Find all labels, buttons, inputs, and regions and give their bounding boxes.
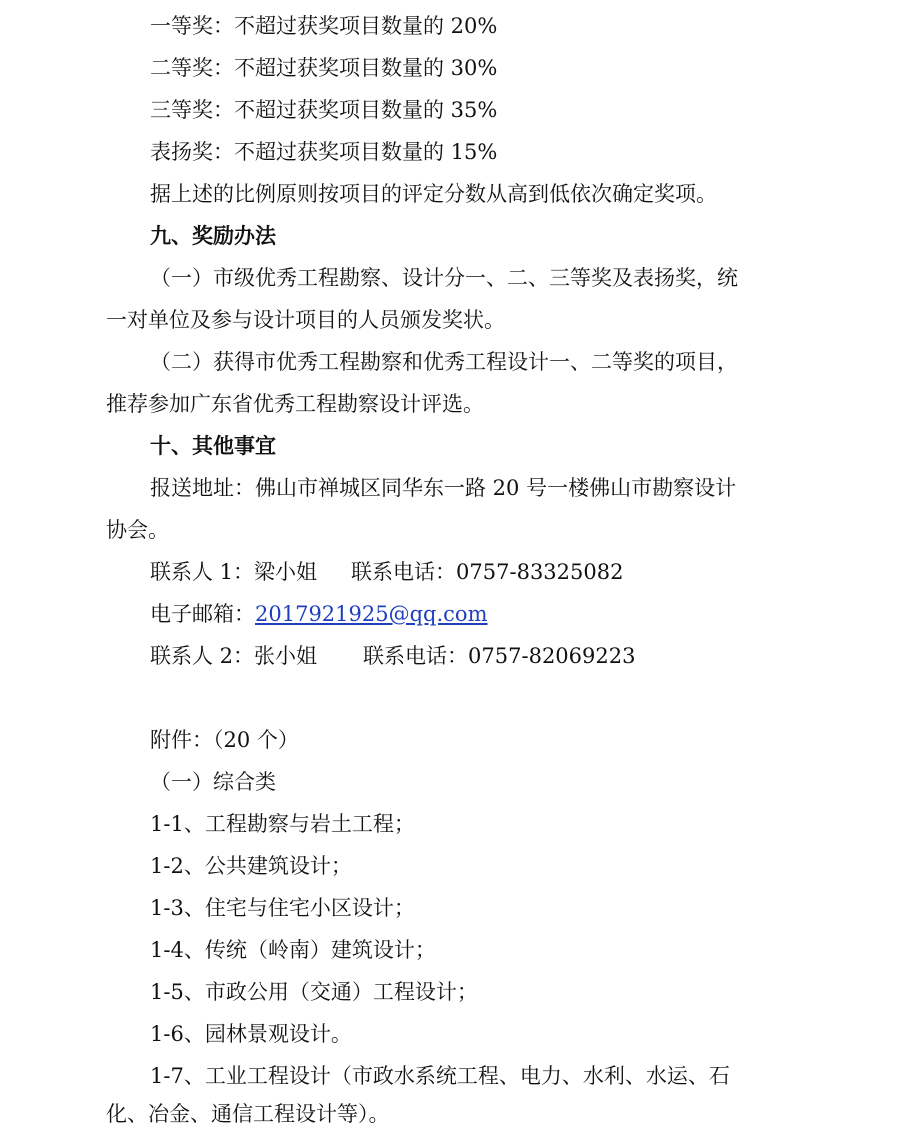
award-third: 三等奖：不超过获奖项目数量的 35% [150,98,498,122]
section9-p1-line1: （一）市级优秀工程勘察、设计分一、二、三等奖及表扬奖，统 [150,266,738,290]
contact2-row [150,642,900,670]
section10-heading: 十、其他事宜 [150,433,276,458]
attachment-item: 1-2、公共建筑设计； [150,854,352,878]
address-line1: 报送地址：佛山市禅城区同华东一路 20 号一楼佛山市勘察设计 [150,476,737,500]
address-line2: 协会。 [106,518,169,542]
contact1-name: 联系人 1：梁小姐 [150,560,318,584]
award-second: 二等奖：不超过获奖项目数量的 30% [150,56,498,80]
attachment-item: 1-6、园林景观设计。 [150,1022,352,1046]
email-link[interactable]: 2017921925@qq.com [255,602,488,626]
contact2-name: 联系人 2：张小姐 [150,644,318,668]
contact1-row [150,558,900,586]
award-commendation: 表扬奖：不超过获奖项目数量的 15% [150,140,498,164]
section9-p1-line2: 一对单位及参与设计项目的人员颁发奖状。 [106,308,505,332]
email-row [150,600,900,628]
contact1-phone: 联系电话：0757-83325082 [351,560,624,584]
section9-heading: 九、奖励办法 [150,223,276,248]
attachments-title: 附件：（20 个） [150,728,299,752]
attachment-item: 1-5、市政公用（交通）工程设计； [150,980,478,1004]
section9-p2-line1: （二）获得市优秀工程勘察和优秀工程设计一、二等奖的项目， [150,350,738,374]
attachment-item: 1-7、工业工程设计（市政水系统工程、电力、水利、水运、石 [150,1064,730,1088]
section9-p2-line2: 推荐参加广东省优秀工程勘察设计评选。 [106,392,484,416]
attachment-item: 1-1、工程勘察与岩土工程； [150,812,415,836]
contact2-phone: 联系电话：0757-82069223 [363,644,636,668]
email-label: 电子邮箱： [150,602,255,626]
award-first: 一等奖：不超过获奖项目数量的 20% [150,14,498,38]
ranking-rule: 据上述的比例原则按项目的评定分数从高到低依次确定奖项。 [150,182,717,206]
attachment-item: 1-3、住宅与住宅小区设计； [150,896,415,920]
attachment-item-continued: 化、冶金、通信工程设计等）。 [106,1102,390,1126]
attachments-category: （一）综合类 [150,770,276,794]
attachment-item: 1-4、传统（岭南）建筑设计； [150,938,436,962]
